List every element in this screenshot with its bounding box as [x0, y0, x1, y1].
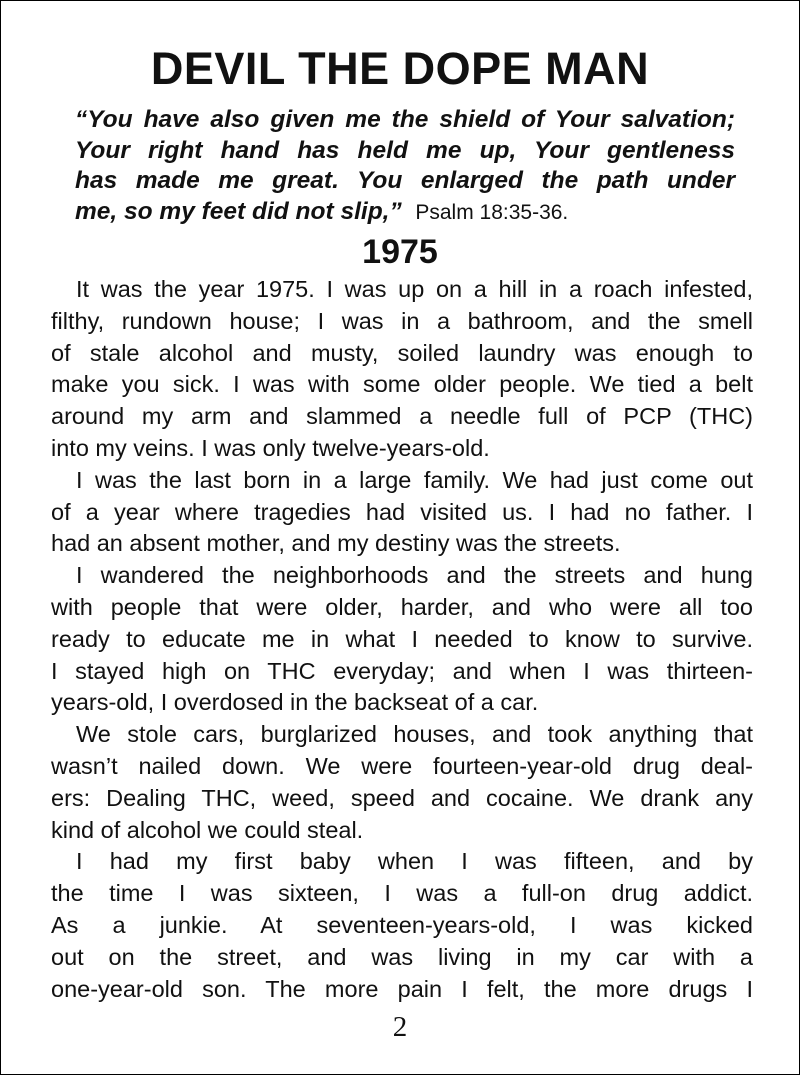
epigraph-reference: Psalm 18:35-36.: [415, 200, 569, 224]
text-line: around my arm and slammed a needle full of PCP (THC): [51, 403, 753, 430]
text-line: years-old, I overdosed in the backseat of a car.: [51, 689, 539, 716]
page-number: 2: [392, 1011, 408, 1043]
text-line: out on the street, and was living in my car with a: [51, 943, 753, 970]
text-line: I stayed high on THC everyday; and when I was thirteen-: [51, 657, 753, 684]
text-line: wasn’t nailed down. We were fourteen-year-old drug deal-: [51, 752, 753, 779]
text-line: of a year where tragedies had visited us. I had no father. I: [51, 498, 753, 525]
text-line: into my veins. I was only twelve-years-old.: [51, 434, 490, 461]
paragraph: [51, 560, 753, 719]
epigraph-last-line: [75, 197, 735, 229]
body-text: [51, 274, 753, 1005]
epigraph-line: “You have also given me the shield of Your salvation;: [75, 106, 735, 133]
text-line: It was the year 1975. I was up on a hill in a roach infested,: [76, 276, 753, 302]
paragraph: [51, 846, 753, 1005]
text-line: the time I was sixteen, I was a full-on drug addict.: [51, 880, 753, 907]
text-line: with people that were older, harder, and who were all too: [51, 593, 753, 620]
epigraph: [75, 105, 735, 228]
text-line: make you sick. I was with some older people. We tied a belt: [51, 371, 753, 398]
text-line: We stole cars, burglarized houses, and took anything that: [76, 721, 753, 748]
section-heading: 1975: [362, 233, 438, 271]
text-line: ready to educate me in what I needed to know to survive.: [51, 625, 753, 652]
text-line: filthy, rundown house; I was in a bathroom, and the smell: [51, 307, 753, 334]
epigraph-line: Your right hand has held me up, Your gentleness: [75, 136, 735, 164]
text-line: I wandered the neighborhoods and the streets and hung: [76, 562, 753, 589]
text-line: had an absent mother, and my destiny was the streets.: [51, 530, 621, 557]
chapter-title: DEVIL THE DOPE MAN: [150, 43, 650, 94]
paragraph: [51, 274, 753, 465]
text-line: I was the last born in a large family. We had just come out: [76, 466, 753, 493]
text-line: kind of alcohol we could steal.: [51, 816, 364, 843]
text-line: I had my first baby when I was fifteen, and by: [76, 848, 753, 875]
epigraph-line: has made me great. You enlarged the path under: [75, 167, 735, 194]
text-line: of stale alcohol and musty, soiled laundry was enough to: [51, 339, 753, 366]
text-line: As a junkie. At seventeen-years-old, I was kicked: [51, 911, 753, 938]
text-line: ers: Dealing THC, weed, speed and cocaine. We drank any: [51, 784, 753, 811]
text-line: one-year-old son. The more pain I felt, the more drugs I: [51, 975, 753, 1002]
paragraph: [51, 719, 753, 846]
epigraph-line: me, so my feet did not slip,”: [75, 197, 402, 225]
paragraph: [51, 465, 753, 560]
